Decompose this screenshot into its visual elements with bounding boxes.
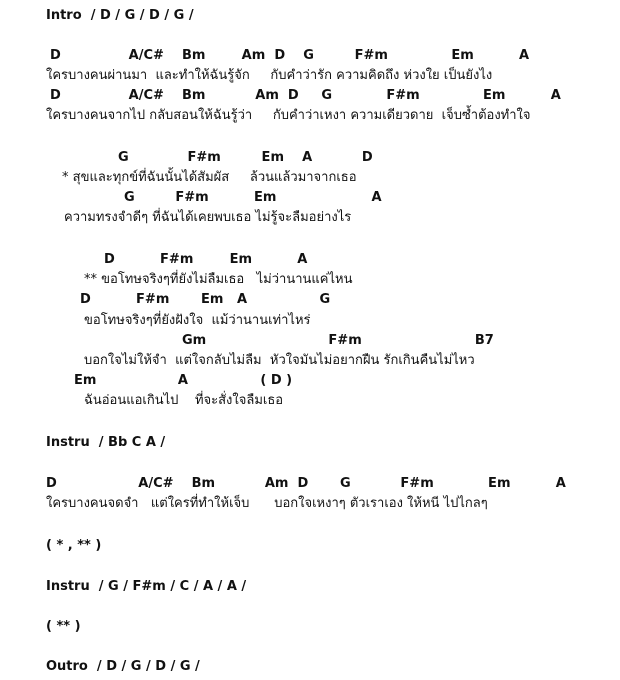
chord-line: D F#m Em A G: [80, 292, 331, 307]
lyric-line: ใครบางคนจากไป กลับสอนให้ฉันรู้ว่า กับคำว่าเหงา ความเดียวดาย เจ็บซ้ำต้องทำใจ: [46, 108, 531, 123]
chord-line: G F#m Em A: [124, 190, 382, 205]
lyric-line: ใครบางคนจดจำ แต่ใครที่ทำให้เจ็บ บอกใจเหงาๆ ตัวเราเอง ให้หนี ไปไกลๆ: [46, 496, 488, 511]
lyric-line: ใครบางคนผ่านมา และทำให้ฉันรู้จัก กับคำว่ารัก ความคิดถึง ห่วงใย เป็นยังไง: [46, 68, 493, 83]
repeat-marker: ( * , ** ): [46, 538, 102, 553]
lyric-line: ความทรงจำดีๆ ที่ฉันได้เคยพบเธอ ไม่รู้จะลืมอย่างไร: [64, 210, 352, 225]
chord-line: Gm F#m B7: [182, 333, 494, 348]
lyric-line: บอกใจไม่ให้จำ แต่ใจกลับไม่ลืม หัวใจมันไม่อยากฝืน รักเกินคืนไม่ไหว: [84, 353, 475, 368]
lyric-line: * สุขและทุกข์ที่ฉันนั้นได้สัมผัส ล้วนแล้วมาจากเธอ: [62, 170, 357, 185]
instru-line: Instru / Bb C A /: [46, 435, 166, 450]
outro-line: Outro / D / G / D / G /: [46, 659, 200, 674]
lyric-line: ขอโทษจริงๆที่ยังฝังใจ แม้ว่านานเท่าไหร่: [84, 313, 311, 328]
lyric-line: ** ขอโทษจริงๆที่ยังไม่ลืมเธอ ไม่ว่านานแค่ไหน: [84, 272, 353, 287]
instru-line: Instru / G / F#m / C / A / A /: [46, 579, 247, 594]
lyric-line: ฉันอ่อนแอเกินไป ที่จะสั่งใจลืมเธอ: [84, 393, 284, 408]
chord-line: Em A ( D ): [74, 373, 293, 388]
chord-line: D A/C# Bm Am D G F#m Em A: [46, 476, 566, 491]
intro-line: Intro / D / G / D / G /: [46, 8, 194, 23]
chord-line: D F#m Em A: [104, 252, 308, 267]
chord-line: D A/C# Bm Am D G F#m Em A: [50, 48, 530, 63]
chord-line: D A/C# Bm Am D G F#m Em A: [50, 88, 561, 103]
repeat-marker: ( ** ): [46, 619, 81, 634]
chord-line: G F#m Em A D: [118, 150, 373, 165]
